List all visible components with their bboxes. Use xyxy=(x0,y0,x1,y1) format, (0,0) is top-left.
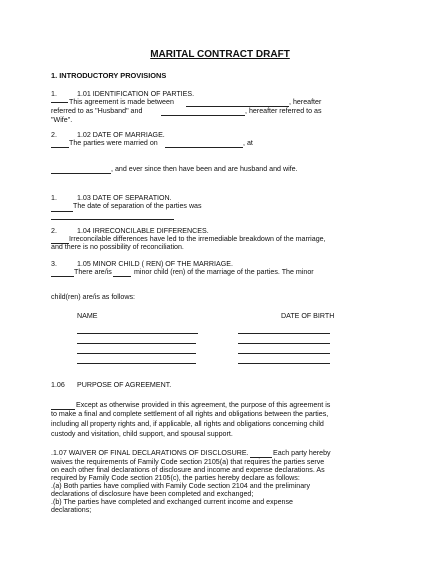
section-heading-introductory: 1. INTRODUCTORY PROVISIONS xyxy=(51,71,167,80)
clause-text: to make a final and complete settlement of all rights and obligations between the parties, xyxy=(51,410,329,418)
child-dob-field[interactable] xyxy=(238,353,330,354)
clause-heading: 1.03 DATE OF SEPARATION. xyxy=(77,194,172,202)
clause-text: , at xyxy=(243,139,253,147)
blank-line[interactable] xyxy=(51,102,68,103)
child-count-field[interactable] xyxy=(113,276,131,277)
clause-number: 1. xyxy=(51,90,57,98)
marriage-date-field[interactable] xyxy=(165,147,243,148)
blank-line[interactable] xyxy=(51,147,69,148)
child-dob-field[interactable] xyxy=(238,343,330,344)
child-name-field[interactable] xyxy=(77,363,196,364)
clause-text: custody and visitation, child support, and spousal support. xyxy=(51,430,233,438)
child-name-field[interactable] xyxy=(77,353,196,354)
column-header-date-of-birth: DATE OF BIRTH xyxy=(281,312,335,320)
clause-text: "Wife". xyxy=(51,116,73,124)
clause-text: The date of separation of the parties was xyxy=(73,202,202,210)
clause-text: This agreement is made between xyxy=(69,98,174,106)
clause-heading: Each party hereby xyxy=(273,449,331,457)
clause-number: 1. xyxy=(51,194,57,202)
clause-text: on each other final declarations of disclosure and income and expense declarations. As xyxy=(51,466,325,474)
clause-heading: 1.02 DATE OF MARRIAGE. xyxy=(77,131,165,139)
clause-text: waives the requirements of Family Code section 2105(a) that requires the parties serve xyxy=(51,458,325,466)
clause-heading: 1.04 IRRECONCILABLE DIFFERENCES. xyxy=(77,227,209,235)
clause-text: .(b) The parties have completed and exchanged current income and expense xyxy=(51,498,293,506)
blank-line[interactable] xyxy=(51,211,73,212)
separation-date-field[interactable] xyxy=(51,219,174,220)
clause-text: declarations; xyxy=(51,506,92,514)
clause-text: child(ren) are/is as follows: xyxy=(51,293,135,301)
clause-text: referred to as "Husband" and xyxy=(51,107,143,115)
clause-text: Irreconcilable differences have led to the irremediable breakdown of the marriage, xyxy=(69,235,326,243)
clause-heading: 1.05 MINOR CHILD ( REN) OF THE MARRIAGE. xyxy=(77,260,233,268)
clause-text: and there is no possibility of reconciliation. xyxy=(51,243,184,251)
clause-number: 2. xyxy=(51,131,57,139)
clause-text: minor child (ren) of the marriage of the parties. The minor xyxy=(134,268,314,276)
document-title: MARITAL CONTRACT DRAFT xyxy=(150,49,290,60)
clause-text: .(a) Both parties have complied with Family Code section 2104 and the preliminary xyxy=(51,482,311,490)
clause-heading: 1.01 IDENTIFICATION OF PARTIES. xyxy=(77,90,195,98)
clause-text: The parties were married on xyxy=(69,139,158,147)
clause-text: There are/is xyxy=(74,268,112,276)
blank-line[interactable] xyxy=(51,276,74,277)
child-dob-field[interactable] xyxy=(238,363,330,364)
wife-name-field[interactable] xyxy=(161,115,245,116)
child-dob-field[interactable] xyxy=(238,333,330,334)
clause-text: including all property rights and, if applicable, all rights and obligations concerning child xyxy=(51,420,324,428)
clause-text: declarations of disclosure have been completed and exchanged; xyxy=(51,490,254,498)
column-header-name: NAME xyxy=(77,312,98,320)
clause-heading: .1.07 WAIVER OF FINAL DECLARATIONS OF DISCLOSURE. xyxy=(51,449,249,457)
clause-number: 3. xyxy=(51,260,57,268)
child-name-field[interactable] xyxy=(77,343,196,344)
marriage-place-field[interactable] xyxy=(51,173,111,174)
clause-text: required by Family Code section 2105(c), the parties hereby declare as follows: xyxy=(51,474,300,482)
clause-number: 1.06 xyxy=(51,381,65,389)
clause-text: , and ever since then have been and are husband and wife. xyxy=(111,165,298,173)
child-name-field[interactable] xyxy=(77,333,198,334)
clause-heading: PURPOSE OF AGREEMENT. xyxy=(77,381,172,389)
clause-text: , hereafter xyxy=(289,98,322,106)
clause-text: Except as otherwise provided in this agreement, the purpose of this agreement is xyxy=(76,401,331,409)
clause-number: 2. xyxy=(51,227,57,235)
clause-text: , hereafter referred to as xyxy=(245,107,322,115)
